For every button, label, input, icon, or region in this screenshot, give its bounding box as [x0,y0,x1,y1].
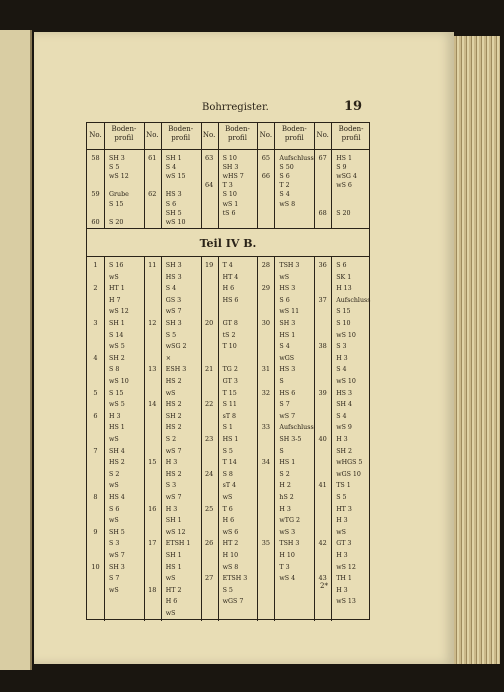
header-bodenprofil [161,125,201,143]
soil-profile-entry: SH 3 [165,320,182,327]
soil-profile-entry: T 4 [222,262,233,269]
soil-profile-entry: H 3 [165,505,178,513]
soil-profile-entry: HS 1 [222,436,239,443]
header-profil-line1: Boden- [281,125,307,133]
header-profil-line2: profil [171,134,191,142]
soil-profile-entry: wS 8 [222,563,239,571]
soil-profile-entry: H 6 [222,517,235,525]
borehole-number: 23 [204,435,214,443]
soil-profile-entry: wS [109,586,119,594]
borehole-number: 10 [91,562,100,571]
borehole-number: 15 [148,458,157,467]
soil-profile-entry: S 4 [279,191,290,199]
soil-profile-entry: H 3 [109,412,121,420]
soil-profile-entry: SH 3-5 [279,436,302,443]
soil-profile-entry: H 3 [336,586,348,594]
borehole-number: 25 [204,504,214,513]
header-profil-line1: Boden- [111,125,137,133]
borehole-number: 4 [93,353,98,362]
borehole-number: 43 [318,574,327,583]
soil-profile-entry: T 14 [222,459,237,467]
borehole-number: 59 [91,190,100,199]
borehole-number: 37 [318,295,327,304]
borehole-number: 33 [261,423,271,432]
soil-profile-entry: S 5 [222,447,233,455]
borehole-number: 32 [261,388,271,397]
soil-profile-entry: S [279,378,284,385]
table-rule-1 [87,228,369,229]
soil-profile-entry: wS [165,575,176,583]
header-bodenprofil [274,125,314,143]
header-no: No. [259,131,273,139]
soil-profile-entry: wS [109,482,119,490]
soil-profile-entry: HT 2 [222,540,239,548]
soil-profile-entry: HT 4 [222,273,239,281]
soil-profile-entry: wS 15 [165,173,186,181]
soil-profile-entry: S 15 [109,200,124,208]
soil-profile-entry: HS 4 [109,494,125,501]
book-page-edges [454,36,500,664]
soil-profile-entry: wS [109,273,119,281]
no-column-divider [274,256,275,621]
header-bodenprofil [331,125,371,143]
borehole-number: 66 [261,172,271,181]
borehole-number: 1 [93,261,98,269]
soil-profile-entry: H 6 [222,285,235,293]
soil-profile-entry: GT 3 [222,378,238,385]
soil-profile-entry: S 7 [109,575,120,583]
soil-profile-entry: ETSH 1 [165,540,191,548]
soil-profile-entry: wS [222,494,233,501]
header-profil-line1: Boden- [168,125,194,133]
soil-profile-entry: S 6 [165,200,177,208]
borehole-number: 61 [148,154,157,162]
soil-profile-entry: HS 3 [279,366,296,374]
soil-profile-entry: SH 4 [109,447,125,455]
header-profil-line2: profil [228,134,247,142]
soil-profile-entry: S 1 [222,424,233,432]
soil-profile-entry: SH 4 [336,401,353,409]
soil-profile-entry: S 5 [336,494,347,501]
soil-profile-entry: HS 3 [336,389,353,397]
soil-profile-entry: S 3 [109,540,120,548]
borehole-number: 5 [93,388,98,397]
soil-profile-entry: T 10 [222,343,237,351]
borehole-number: 39 [318,388,327,397]
soil-profile-entry: S 8 [222,470,233,478]
soil-profile-entry: S 6 [279,173,290,181]
soil-profile-entry: wS 5 [109,401,125,409]
soil-profile-entry: SH 3 [109,563,125,571]
soil-profile-entry: wHGS 5 [336,459,363,467]
page-header [34,99,454,118]
borehole-number: 38 [318,342,327,351]
soil-profile-entry: wS [165,610,176,617]
soil-profile-entry: TSH 3 [279,262,300,269]
soil-profile-entry: S 10 [336,320,351,327]
soil-profile-entry: SH 1 [109,320,125,327]
soil-profile-entry: wS 6 [336,182,352,190]
soil-profile-entry: wS 3 [279,528,296,536]
header-profil-line2: profil [114,134,134,142]
soil-profile-entry: H 3 [336,354,348,362]
soil-profile-entry: wS 12 [109,173,129,181]
soil-profile-entry: GT 3 [336,540,352,548]
soil-profile-entry: wS 6 [222,528,239,536]
soil-profile-entry: S 4 [165,164,177,172]
borehole-number: 36 [318,261,327,269]
soil-profile-entry: Aufschluss [279,424,314,432]
column-divider [257,256,258,621]
soil-profile-entry: wS 10 [336,378,356,385]
soil-profile-entry: SH 1 [165,517,182,525]
soil-profile-entry: S 2 [109,470,120,478]
soil-profile-entry: HS 1 [279,459,296,467]
soil-profile-entry: T 6 [222,505,233,513]
soil-profile-entry: TH 1 [336,575,352,583]
soil-profile-entry: HS 2 [165,424,182,432]
soil-profile-entry: S 20 [109,218,124,226]
borehole-number: 28 [261,261,271,269]
book-page [34,32,454,664]
soil-profile-entry: SH 2 [109,354,125,362]
soil-profile-entry: SH 3 [279,320,296,327]
borehole-number: 63 [204,154,214,162]
borehole-number: 68 [318,208,327,217]
borehole-number: 58 [91,154,100,162]
soil-profile-entry: HS 1 [165,563,182,571]
soil-profile-entry: wGS [279,354,295,362]
soil-profile-entry: wS 7 [165,447,182,455]
soil-profile-entry: wS 9 [336,424,352,432]
soil-profile-entry: wTG 2 [279,517,301,525]
no-column-divider [161,256,162,621]
soil-profile-entry: HT 3 [336,505,352,513]
footer-signature: 2* [320,582,328,590]
column-divider [144,256,145,621]
soil-profile-entry: SH 1 [165,155,182,162]
soil-profile-entry: wS 12 [165,528,186,536]
soil-profile-entry: H 2 [279,482,291,490]
no-column-divider [218,256,219,621]
soil-profile-entry: SH 3 [165,262,182,269]
soil-profile-entry: wGS 10 [336,470,361,478]
soil-profile-entry: wS 12 [109,308,129,316]
soil-profile-entry: S 3 [336,343,347,351]
table-rule-2 [87,256,369,257]
borehole-number: 6 [93,411,98,420]
borehole-number: 12 [148,319,157,327]
soil-profile-entry: HT 2 [165,586,182,594]
soil-profile-entry: wS [279,273,290,281]
soil-profile-entry: T 3 [279,563,290,571]
soil-profile-entry: S 4 [336,366,347,374]
soil-profile-entry: SH 5 [109,528,125,536]
soil-profile-entry: GS 3 [165,296,182,304]
header-no: No. [146,131,159,139]
soil-profile-entry: S 10 [222,191,237,199]
soil-profile-entry: S 2 [165,436,177,443]
soil-profile-entry: S 11 [222,401,237,409]
borehole-number: 18 [148,585,157,594]
section-title: Teil IV B. [199,237,257,250]
soil-profile-entry: SH 2 [165,412,182,420]
borehole-number: 24 [204,469,214,478]
soil-profile-entry: wS [109,517,119,525]
soil-profile-entry: S 6 [336,262,347,269]
borehole-number: 60 [91,217,100,226]
borehole-number: 13 [148,365,157,374]
soil-profile-entry: S 15 [336,308,351,316]
soil-profile-entry: Aufschluss [279,155,314,162]
borehole-number: 40 [318,435,327,443]
no-column-divider [104,256,105,621]
header-profil-line1: Boden- [225,125,250,133]
soil-profile-entry: S [279,447,284,455]
borehole-number: 27 [204,574,214,583]
soil-profile-entry: S 6 [279,296,290,304]
soil-profile-entry: SK 1 [336,273,352,281]
borehole-number: 17 [148,539,157,548]
soil-profile-entry: H 10 [222,552,239,559]
soil-profile-entry: S 4 [336,412,347,420]
borehole-register-table [86,122,370,620]
soil-profile-entry: wS 12 [336,563,356,571]
soil-profile-entry: sT 8 [222,412,237,420]
soil-profile-entry: S 14 [109,331,124,339]
soil-profile-entry: HS 3 [165,273,182,281]
soil-profile-entry: wS 8 [279,200,296,208]
soil-profile-entry: HS 2 [165,401,182,409]
soil-profile-entry: S 4 [165,285,177,293]
soil-profile-entry: × [165,354,172,362]
soil-profile-entry: GT 8 [222,320,238,327]
soil-profile-entry: H 13 [336,285,352,293]
borehole-number: 65 [261,154,271,162]
header-profil-line2: profil [284,134,304,142]
borehole-number: 35 [261,539,271,548]
borehole-number: 20 [204,319,214,327]
soil-profile-entry: ETSH 3 [222,575,248,583]
borehole-number: 34 [261,458,271,467]
soil-profile-entry: wHS 7 [222,173,244,181]
borehole-number: 21 [204,365,214,374]
borehole-number: 22 [204,400,214,409]
soil-profile-entry: S 8 [109,366,120,374]
borehole-number: 14 [148,400,157,409]
soil-profile-entry: H 3 [336,436,348,443]
borehole-number: 2 [93,284,98,293]
soil-profile-entry: H 6 [165,598,178,606]
soil-profile-entry: S 15 [109,389,124,397]
soil-profile-entry: H 3 [336,517,348,525]
soil-profile-entry: sT 4 [222,482,237,490]
soil-profile-entry: HS 3 [279,285,296,293]
borehole-number: 9 [93,527,98,536]
soil-profile-entry: H 7 [109,296,121,304]
borehole-number: 26 [204,539,214,548]
borehole-number: 29 [261,284,271,293]
soil-profile-entry: wS 10 [165,218,186,226]
soil-profile-entry: wS 7 [165,494,182,501]
soil-profile-entry: wS 10 [109,378,129,385]
soil-profile-entry: wS 10 [336,331,356,339]
soil-profile-entry: SH 5 [165,209,182,217]
no-column-divider [331,256,332,621]
soil-profile-entry: wSG 2 [165,343,187,351]
soil-profile-entry: Grube [109,191,129,199]
soil-profile-entry: T 15 [222,389,237,397]
borehole-number: 64 [204,181,214,190]
soil-profile-entry: S 7 [279,401,290,409]
borehole-number: 16 [148,504,157,513]
borehole-number: 7 [93,446,98,455]
soil-profile-entry: HS 6 [222,296,239,304]
borehole-number: 67 [318,154,327,162]
borehole-number: 8 [93,493,98,501]
soil-profile-entry: hS 2 [279,494,294,501]
borehole-number: 62 [148,190,157,199]
soil-profile-entry: SH 2 [336,447,353,455]
soil-profile-entry: H 3 [336,552,348,559]
soil-profile-entry: S 16 [109,262,124,269]
soil-profile-entry: HS 3 [165,191,182,199]
soil-profile-entry: tS 2 [222,331,236,339]
soil-profile-entry: wS [165,389,176,397]
soil-profile-entry: wSG 4 [336,173,357,181]
soil-profile-entry: S 2 [279,470,290,478]
soil-profile-entry: HS 1 [109,424,125,432]
header-bodenprofil [218,125,258,143]
soil-profile-entry: ESH 3 [165,366,187,374]
soil-profile-entry: TS 1 [336,482,351,490]
soil-profile-entry: S 6 [109,505,120,513]
soil-profile-entry: wS 13 [336,598,356,606]
soil-profile-entry: H 3 [165,459,178,467]
soil-profile-entry: T 2 [279,182,290,190]
soil-profile-entry: wS 11 [279,308,300,316]
header-profil-line1: Boden- [338,125,364,133]
header-no: No. [316,131,329,139]
running-title: Bohrregister. [202,102,269,113]
soil-profile-entry: wS 5 [109,343,125,351]
soil-profile-entry: S 9 [336,164,347,172]
soil-profile-entry: S 5 [109,164,120,172]
header-profil-line2: profil [341,134,361,142]
soil-profile-entry: wS 7 [165,308,182,316]
soil-profile-entry: HS 2 [109,459,125,467]
soil-profile-entry: HS 2 [165,470,182,478]
soil-profile-entry: T 3 [222,182,233,190]
soil-profile-entry: tS 6 [222,209,236,217]
borehole-number: 30 [261,319,271,327]
borehole-number: 41 [318,481,327,490]
soil-profile-entry: H 3 [279,505,291,513]
soil-profile-entry: wGS 7 [222,598,244,606]
borehole-number: 19 [204,261,214,269]
borehole-number: 11 [148,261,157,269]
soil-profile-entry: S 3 [165,482,177,490]
soil-profile-entry: wS [109,436,119,443]
soil-profile-entry: TG 2 [222,366,238,374]
header-bodenprofil [104,125,144,143]
soil-profile-entry: wS [336,528,346,536]
soil-profile-entry: S 10 [222,155,237,162]
soil-profile-entry: HT 1 [109,285,125,293]
soil-profile-entry: HS 2 [165,378,182,385]
soil-profile-entry: HS 1 [279,331,296,339]
soil-profile-entry: S 4 [279,343,290,351]
soil-profile-entry: Aufschluss [336,296,371,304]
borehole-number: 31 [261,365,271,374]
soil-profile-entry: S 50 [279,164,294,172]
soil-profile-entry: SH 1 [165,552,182,559]
soil-profile-entry: HS 1 [336,155,353,162]
soil-profile-entry: wS 1 [222,200,239,208]
facing-page-edge [0,30,32,670]
header-no: No. [89,131,102,139]
borehole-number: 42 [318,539,327,548]
soil-profile-entry: H 10 [279,552,295,559]
soil-profile-entry: S 5 [222,586,233,594]
soil-profile-entry: wS 4 [279,575,296,583]
soil-profile-entry: S 5 [165,331,177,339]
table-rule-0 [87,149,369,150]
soil-profile-entry: SH 3 [109,155,125,162]
soil-profile-entry: HS 6 [279,389,296,397]
soil-profile-entry: wS 7 [109,552,125,559]
soil-profile-entry: wS 7 [279,412,296,420]
header-no: No. [202,131,216,139]
soil-profile-entry: TSH 3 [279,540,300,548]
borehole-number: 3 [93,319,98,327]
page-number: 19 [344,99,363,114]
soil-profile-entry: S 20 [336,209,351,217]
soil-profile-entry: SH 3 [222,164,239,172]
